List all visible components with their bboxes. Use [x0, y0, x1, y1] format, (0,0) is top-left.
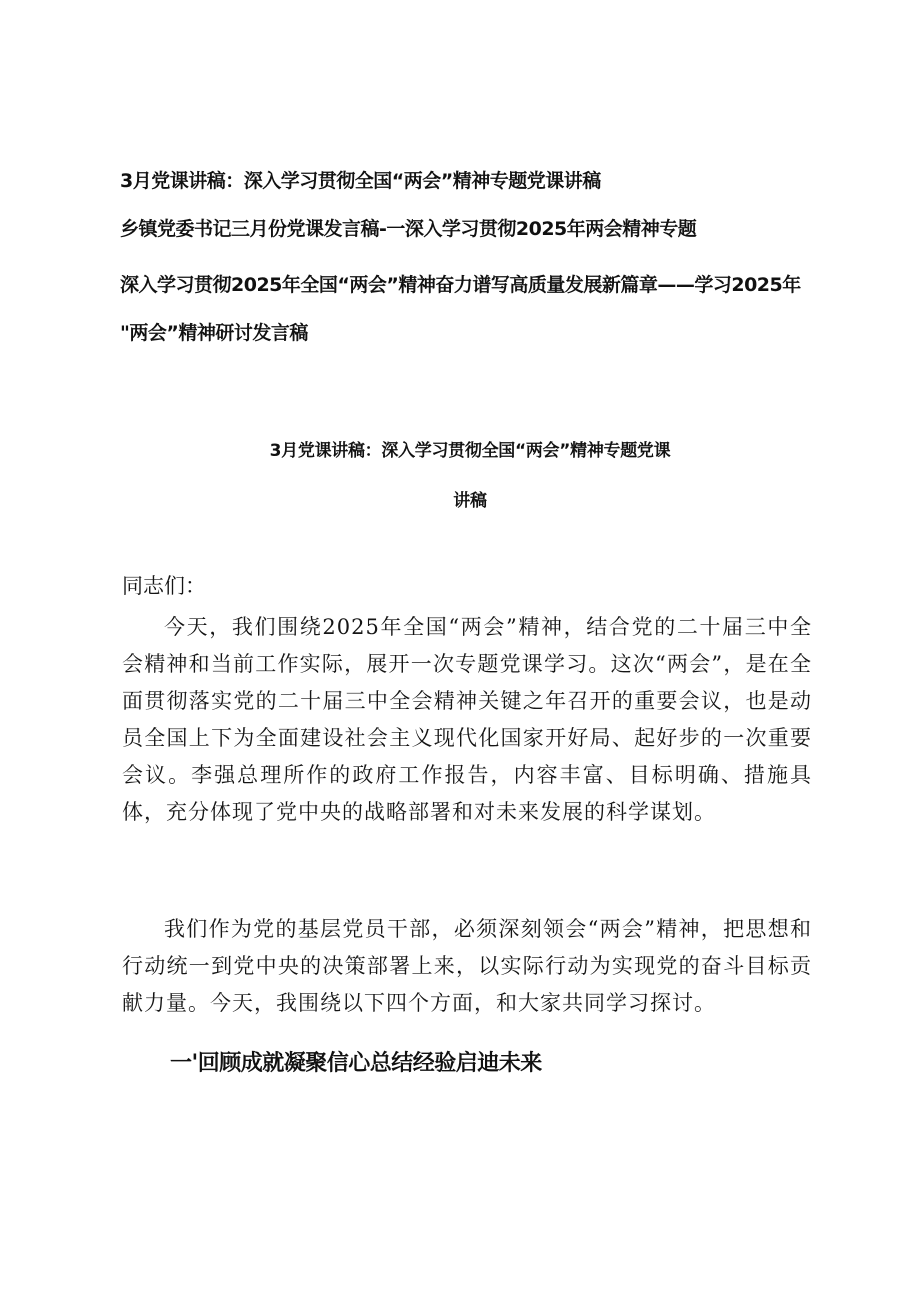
toc-item-3[interactable]: 深入学习贯彻2025年全国“两会”精神奋力谱写高质量发展新篇章——学习2025年 [120, 274, 801, 296]
paragraph-1: 今天，我们围绕2025年全国“两会”精神，结合党的二十届三中全会精神和当前工作实际，展开一次专题党课学习。这次“两会”，是在全面贯彻落实党的二十届三中全会精神关键之年召开的重要会议，也是动员全国上下为全面建设社会主义现代化国家开好局、起好步的一次重要会议。李强总理所作的政府工作报告，内容丰富、目标明确、措施具体，充分体现了党中央的战略部署和对未来发展的科学谋划。 [122, 615, 812, 824]
greeting: 同志们： [122, 574, 206, 598]
document-title-continued: 讲稿 [453, 491, 487, 511]
toc-item-1[interactable]: 3月党课讲稿：深入学习贯彻全国“两会”精神专题党课讲稿 [120, 170, 601, 192]
section-heading-1: 一'回顾成就凝聚信心总结经验启迪未来 [170, 1051, 542, 1076]
toc-item-3-continued[interactable]: "两会”精神研讨发言稿 [120, 322, 308, 344]
document-title: 3月党课讲稿：深入学习贯彻全国“两会”精神专题党课 [269, 441, 671, 461]
paragraph-2: 我们作为党的基层党员干部，必须深刻领会“两会”精神，把思想和行动统一到党中央的决策部署上来，以实际行动为实现党的奋斗目标贡献力量。今天，我围绕以下四个方面，和大家共同学习探讨。 [122, 917, 812, 1015]
toc-item-2[interactable]: 乡镇党委书记三月份党课发言稿-一深入学习贯彻2025年两会精神专题 [120, 218, 697, 240]
